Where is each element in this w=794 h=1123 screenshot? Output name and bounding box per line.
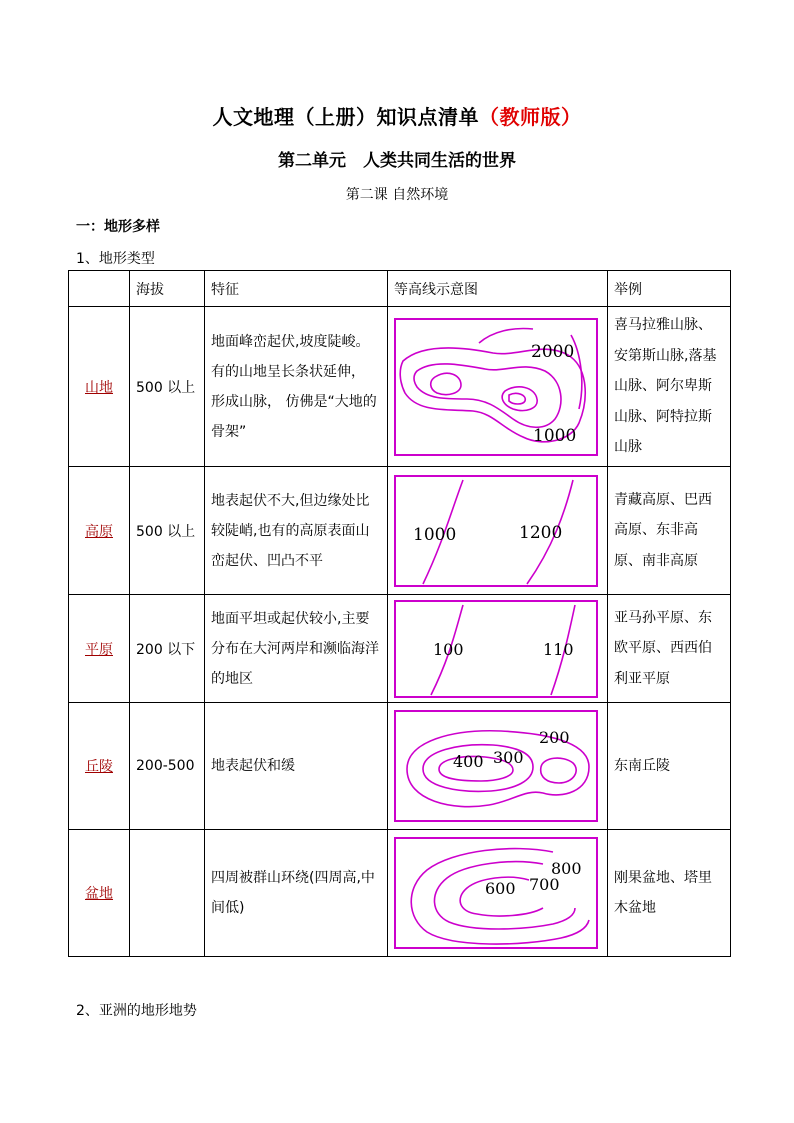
terrain-name-cell [69, 595, 130, 703]
terrain-name-cell [69, 467, 130, 595]
feature-cell: 四周被群山环绕(四周高,中间低) [205, 830, 388, 957]
contour-diagram-plateau [393, 472, 601, 590]
altitude-cell: 500 以上 [130, 307, 205, 467]
terrain-name-cell [69, 307, 130, 467]
contour-label: 100 [433, 639, 464, 659]
contour-diagram-plain [393, 599, 601, 699]
table-row [69, 595, 731, 703]
diagram-cell [388, 830, 608, 957]
header-cell-diagram: 等高线示意图 [388, 271, 608, 307]
table-row [69, 830, 731, 957]
header-cell [69, 271, 130, 307]
terrain-link-plain[interactable]: 平原 [85, 641, 113, 658]
examples-cell: 刚果盆地、塔里木盆地 [608, 830, 731, 957]
document-title [0, 101, 794, 130]
contour-diagram-mountain [393, 313, 601, 461]
unit-heading: 第二单元 人类共同生活的世界 [278, 151, 516, 171]
terrain-name-cell [69, 703, 130, 830]
terrain-link-mountain[interactable]: 山地 [85, 379, 113, 396]
terrain-name-cell [69, 830, 130, 957]
feature-cell: 地面平坦或起伏较小,主要分布在大河两岸和濒临海洋的地区 [205, 595, 388, 703]
contour-label: 1000 [413, 524, 457, 545]
subsection-heading: 2、亚洲的地形地势 [76, 1003, 197, 1019]
altitude-cell: 200 以下 [130, 595, 205, 703]
table-row [69, 307, 731, 467]
terrain-types-table [68, 270, 731, 957]
table-header-row [69, 271, 731, 307]
header-cell-altitude: 海拔 [130, 271, 205, 307]
altitude-cell: 200-500 [130, 703, 205, 830]
header-cell-examples: 举例 [608, 271, 731, 307]
feature-cell: 地表起伏不大,但边缘处比较陡峭,也有的高原表面山峦起伏、凹凸不平 [205, 467, 388, 595]
contour-label: 400 [453, 752, 484, 771]
examples-cell: 青藏高原、巴西高原、东非高原、南非高原 [608, 467, 731, 595]
altitude-cell: 500 以上 [130, 467, 205, 595]
contour-label: 1200 [519, 522, 563, 543]
feature-cell: 地面峰峦起伏,坡度陡峻。有的山地呈长条状延伸， 形成山脉， 仿佛是“大地的骨架” [205, 307, 388, 467]
contour-label: 700 [529, 875, 560, 894]
title-tag: （教师版） [479, 105, 582, 129]
examples-cell: 东南丘陵 [608, 703, 731, 830]
terrain-link-plateau[interactable]: 高原 [85, 523, 113, 540]
examples-cell: 亚马孙平原、东欧平原、西西伯利亚平原 [608, 595, 731, 703]
header-cell-feature: 特征 [205, 271, 388, 307]
table-row [69, 703, 731, 830]
feature-cell: 地表起伏和缓 [205, 703, 388, 830]
title-main: 人文地理（上册）知识点清单 [212, 105, 479, 129]
contour-label: 110 [543, 639, 574, 659]
altitude-cell [130, 830, 205, 957]
contour-diagram-basin [393, 834, 601, 952]
contour-diagram-hills [393, 707, 601, 825]
diagram-cell [388, 595, 608, 703]
subsection-heading: 1、地形类型 [76, 251, 155, 267]
diagram-cell [388, 703, 608, 830]
diagram-cell [388, 307, 608, 467]
contour-label: 300 [493, 748, 524, 767]
contour-label: 2000 [531, 341, 575, 362]
diagram-cell [388, 467, 608, 595]
terrain-link-hills[interactable]: 丘陵 [85, 759, 113, 775]
terrain-link-basin[interactable]: 盆地 [85, 886, 113, 902]
section-heading: 一：地形多样 [76, 219, 160, 235]
contour-label: 800 [551, 859, 582, 878]
contour-label: 1000 [533, 425, 577, 446]
contour-label: 600 [485, 879, 516, 898]
examples-cell: 喜马拉雅山脉、安第斯山脉,落基山脉、阿尔卑斯山脉、阿特拉斯山脉 [608, 307, 731, 467]
contour-label: 200 [539, 728, 570, 747]
lesson-heading: 第二课 自然环境 [345, 187, 449, 203]
table-row [69, 467, 731, 595]
